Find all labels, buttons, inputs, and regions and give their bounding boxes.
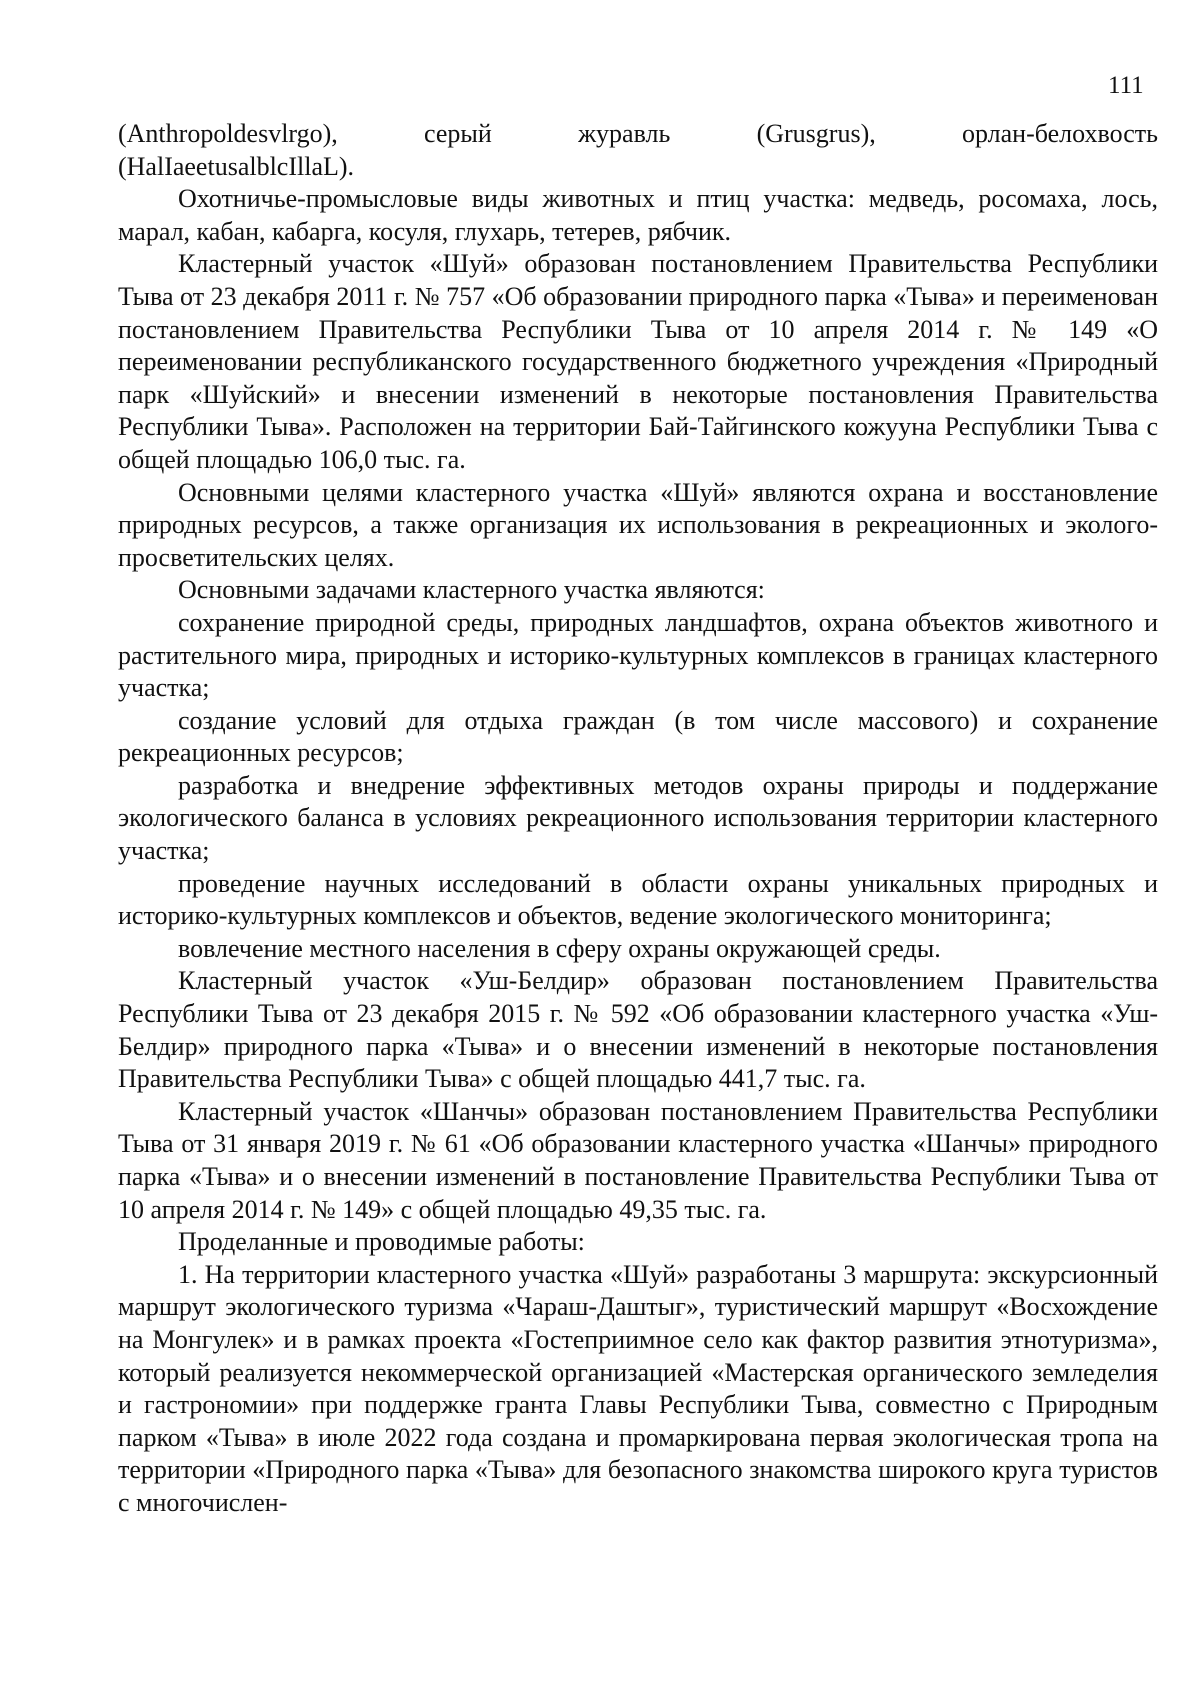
paragraph-ush-beldir-cluster: Кластерный участок «Уш-Белдир» образован постановлением Правительства Республики Тыва от 23 декабря 2015 г. № 592 «Об образовании кластерного участка «Уш-Белдир» природного парка «Тыва» и о внесении изменений в некоторые постановления Правительства Республики Тыва» с общей площадью 441,7 тыс. га. <box>118 966 1158 1094</box>
paragraph-shui-cluster: Кластерный участок «Шуй» образован постановлением Правительства Республики Тыва от 23 декабря 2011 г. № 757 «Об образовании природного парка «Тыва» и переименован постановлением Правительства Республики Тыва от 10 апреля 2014 г. № 149 «О переименовании республиканского государственного бюджетного учреждения «Природный парк «Шуйский» и внесении изменений в некоторые постановления Правительства Республики Тыва». Расположен на территории Бай-Тайгинского кожууна Республики Тыва с общей площадью 106,0 тыс. га. <box>118 249 1158 474</box>
paragraph-species-continued-line2: (HalIaeetusalblcIllaL). <box>118 151 355 181</box>
page-number: 111 <box>1108 72 1144 99</box>
paragraph-task-methods: разработка и внедрение эффективных методов охраны природы и поддержание экологического баланса в условиях рекреационного использования территории кластерного участка; <box>118 770 1158 866</box>
paragraph-task-research: проведение научных исследований в области охраны уникальных природных и историко-культурных комплексов и объектов, ведение экологического мониторинга; <box>118 868 1158 931</box>
document-body <box>118 118 1158 1520</box>
paragraph-game-species: Охотничье-промысловые виды животных и птиц участка: медведь, росомаха, лось, марал, кабан, кабарга, косуля, глухарь, тетерев, рябчик. <box>118 184 1158 246</box>
paragraph-shui-goals: Основными целями кластерного участка «Шуй» являются охрана и восстановление природных ресурсов, а также организация их использования в рекреационных и эколого-просветительских целях. <box>118 477 1158 572</box>
paragraph-task-preservation: сохранение природной среды, природных ландшафтов, охрана объектов животного и растительного мира, природных и историко-культурных комплексов в границах кластерного участка; <box>118 607 1158 703</box>
paragraph-works-item-1: 1. На территории кластерного участка «Шуй» разработаны 3 маршрута: экскурсионный маршрут экологического туризма «Чараш-Даштыг», туристический маршрут «Восхождение на Монгулек» и в рамках проекта «Гостеприимное село как фактор развития этнотуризма», который реализуется некоммерческой организацией «Мастерская органического земледелия и гастрономии» при поддержке гранта Главы Республики Тыва, совместно с Природным парком «Тыва» в июле 2022 года создана и промаркирована первая экологическая тропа на территории «Природного парка «Тыва» для безопасного знакомства широкого круга туристов с многочислен- <box>118 1259 1158 1517</box>
paragraph-species-continued-line1: (Anthropoldesvlrgo), серый журавль (Grusgrus), орлан-белохвость <box>118 119 1158 148</box>
paragraph-task-community: вовлечение местного населения в сферу охраны окружающей среды. <box>178 933 941 963</box>
paragraph-task-recreation: создание условий для отдыха граждан (в том числе массового) и сохранение рекреационных ресурсов; <box>118 705 1158 768</box>
paragraph-works-heading: Проделанные и проводимые работы: <box>178 1227 585 1257</box>
paragraph-tasks-heading: Основными задачами кластерного участка являются: <box>178 575 765 605</box>
paragraph-shanchy-cluster: Кластерный участок «Шанчы» образован постановлением Правительства Республики Тыва от 31 января 2019 г. № 61 «Об образовании кластерного участка «Шанчы» природного парка «Тыва» и о внесении изменений в постановление Правительства Республики Тыва от 10 апреля 2014 г. № 149» с общей площадью 49,35 тыс. га. <box>118 1096 1158 1224</box>
